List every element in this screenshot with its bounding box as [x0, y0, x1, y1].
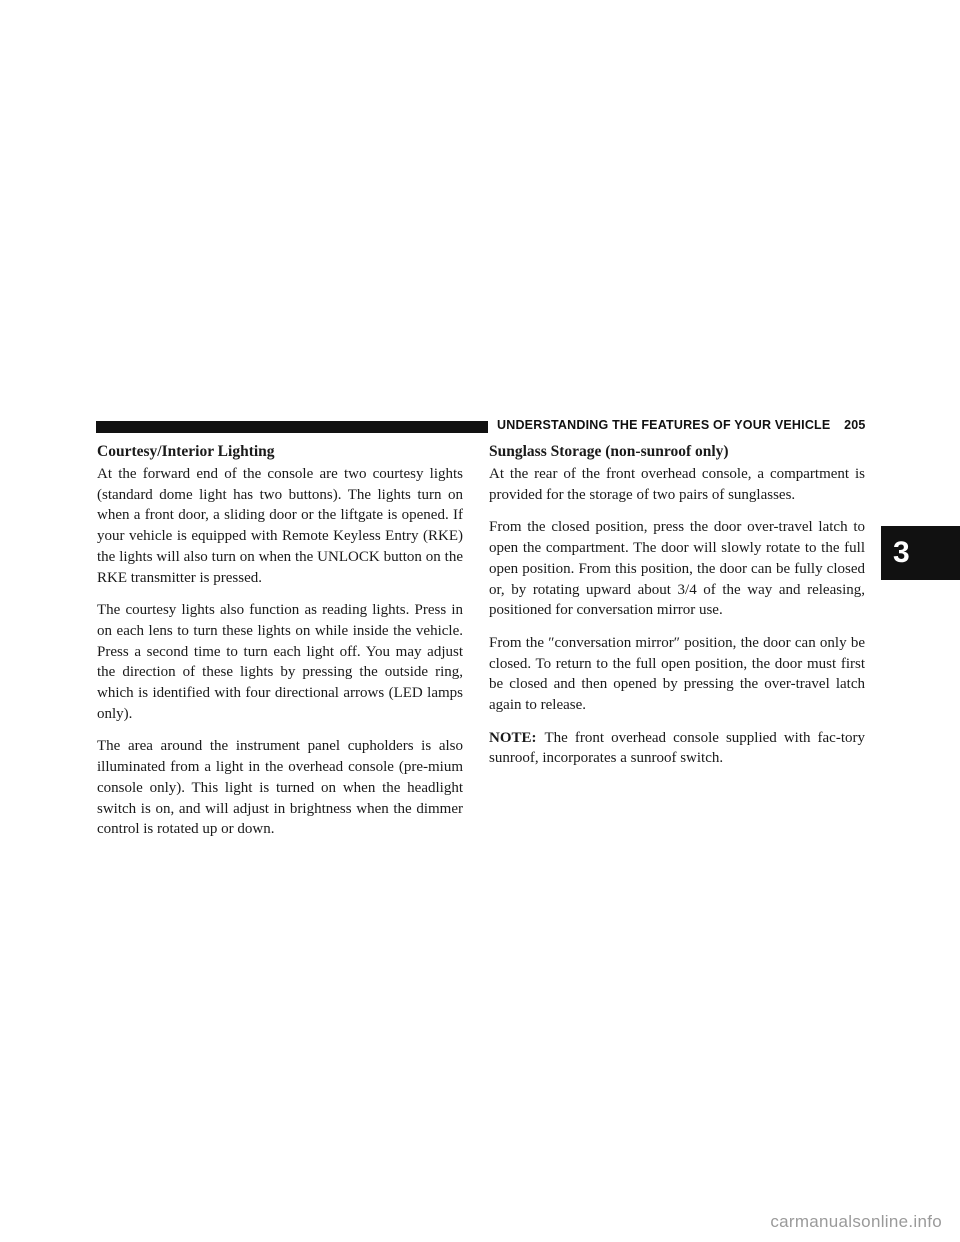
section-heading-sunglass-storage: Sunglass Storage (non-sunroof only): [489, 443, 729, 460]
left-column: [97, 442, 463, 852]
note-paragraph: [489, 728, 865, 769]
watermark: carmanualsonline.info: [770, 1212, 942, 1231]
section-title: UNDERSTANDING THE FEATURES OF YOUR VEHICLE: [497, 418, 831, 432]
running-header: [497, 418, 865, 432]
paragraph: From the closed position, press the door over-travel latch to open the compartment. The door will slowly rotate to the full open position. From this position, the door can be fully closed or, by rotating upward about 3/4 of the way and releasing, positioned for conversation mirror use.: [489, 519, 865, 619]
paragraph: From the ″conversation mirror″ position, the door can only be closed. To return to the full open position, the door must first be closed and then opened by pressing the over-travel latch again to release.: [489, 634, 865, 714]
note-label: NOTE:: [489, 729, 537, 746]
paragraph: The area around the instrument panel cupholders is also illuminated from a light in the overhead console (pre-mium console only). This light is turned on when the headlight switch is on, and will adjust in brightness when the dimmer control is rotated up or down.: [97, 738, 463, 838]
header-rule-bar: [96, 421, 488, 433]
note-text: The front overhead console supplied with fac-tory sunroof, incorporates a sunroof switch.: [489, 729, 865, 767]
paragraph: The courtesy lights also function as reading lights. Press in on each lens to turn these lights on while inside the vehicle. Press a second time to turn each light off. You may adjust the direction of these lights by pressing the outside ring, which is identified with four directional arrows (LED lamps only).: [97, 602, 463, 722]
page-number: 205: [844, 418, 866, 432]
chapter-tab: 3: [881, 526, 960, 580]
paragraph: At the rear of the front overhead console, a compartment is provided for the storage of two pairs of sunglasses.: [489, 466, 865, 503]
section-heading-courtesy-lighting: Courtesy/Interior Lighting: [97, 443, 275, 460]
paragraph: At the forward end of the console are two courtesy lights (standard dome light has two buttons). The lights turn on when a front door, a sliding door or the liftgate is opened. If your vehicle is equipped with Remote Keyless Entry (RKE) the lights will also turn on when the UNLOCK button on the RKE transmitter is pressed.: [97, 466, 463, 586]
right-column: [489, 442, 865, 781]
